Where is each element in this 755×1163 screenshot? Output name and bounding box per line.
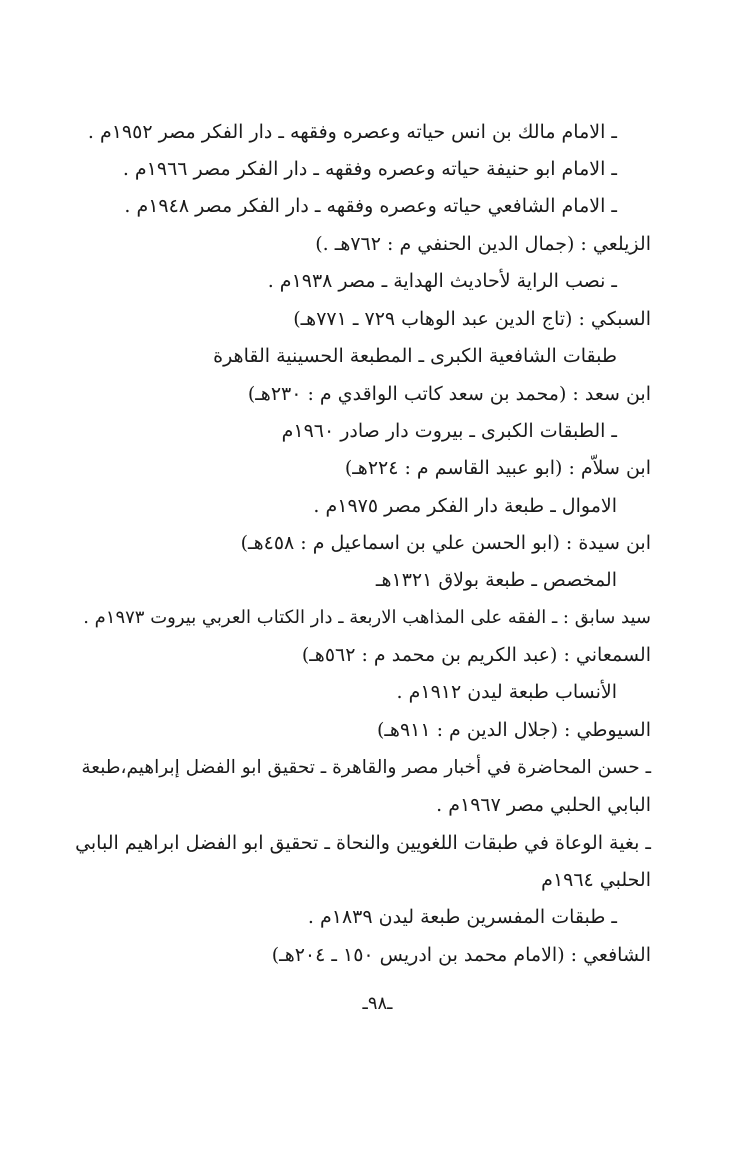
entry-line: ـ الامام الشافعي حياته وعصره وفقهه ـ دار الفكر مصر ١٩٤٨م . (124, 195, 617, 217)
entry-heading: السيوطي : (جلال الدين م : ٩١١هـ) (376, 719, 651, 741)
entry-line-continuation: البابي الحلبي مصر ١٩٦٧م . (436, 794, 651, 816)
entry-line-continuation: الحلبي ١٩٦٤م (541, 869, 651, 891)
entry-heading: سيد سابق : ـ الفقه على المذاهب الاربعة ـ دار الكتاب العربي بيروت ١٩٧٣م . (83, 607, 651, 628)
entry-heading: الزيلعي : (جمال الدين الحنفي م : ٧٦٢هـ .) (315, 233, 651, 255)
entry-line: ـ حسن المحاضرة في أخبار مصر والقاهرة ـ تحقيق ابو الفضل إبراهيم،طبعة (81, 757, 651, 778)
entry-line: ـ بغية الوعاة في طبقات اللغويين والنحاة ـ تحقيق ابو الفضل ابراهيم البابي (75, 832, 651, 854)
entry-heading: الشافعي : (الامام محمد بن ادريس ١٥٠ ـ ٢٠٤هـ) (271, 944, 651, 966)
entry-heading: ابن سلاّم : (ابو عبيد القاسم م : ٢٢٤هـ) (344, 457, 651, 479)
entry-heading: السمعاني : (عبد الكريم بن محمد م : ٥٦٢هـ) (301, 644, 651, 666)
entry-line: الأنساب طبعة ليدن ١٩١٢م . (396, 681, 617, 703)
entry-heading: ابن سعد : (محمد بن سعد كاتب الواقدي م : ٢٣٠هـ) (247, 383, 651, 405)
entry-heading: السبكي : (تاج الدين عبد الوهاب ٧٢٩ ـ ٧٧١هـ) (293, 308, 651, 330)
entry-line: الاموال ـ طبعة دار الفكر مصر ١٩٧٥م . (313, 495, 617, 517)
page-number: ـ٩٨ـ (362, 993, 393, 1014)
entry-line: ـ الامام مالك بن انس حياته وعصره وفقهه ـ دار الفكر مصر ١٩٥٢م . (87, 121, 617, 143)
entry-line: ـ نصب الراية لأحاديث الهداية ـ مصر ١٩٣٨م . (267, 270, 617, 292)
entry-heading: ابن سيدة : (ابو الحسن علي بن اسماعيل م : ٤٥٨هـ) (240, 532, 651, 554)
entry-line: ـ الامام ابو حنيفة حياته وعصره وفقهه ـ دار الفكر مصر ١٩٦٦م . (122, 158, 617, 180)
entry-line: ـ الطبقات الكبرى ـ بيروت دار صادر ١٩٦٠م (281, 420, 617, 442)
entry-line: المخصص ـ طبعة بولاق ١٣٢١هـ (375, 569, 617, 591)
entry-line: ـ طبقات المفسرين طبعة ليدن ١٨٣٩م . (307, 906, 617, 928)
entry-line: طبقات الشافعية الكبرى ـ المطبعة الحسينية القاهرة (213, 345, 617, 367)
